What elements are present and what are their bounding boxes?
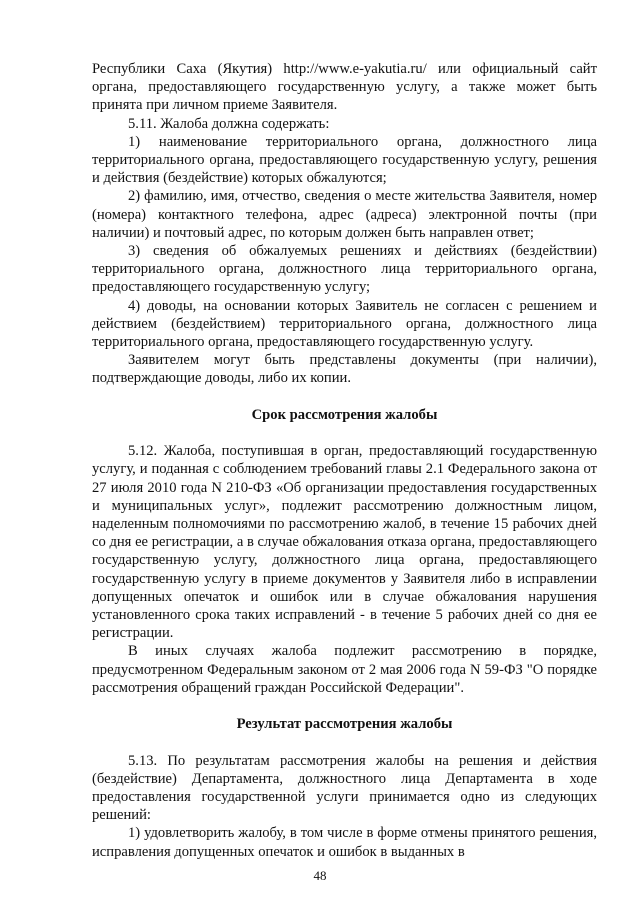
page-number: 48 <box>313 868 327 883</box>
spacer <box>92 733 597 751</box>
paragraph-documents: Заявителем могут быть представлены документы (при наличии), подтверждающие доводы, либо их копии. <box>92 352 597 387</box>
list-item-2: 2) фамилию, имя, отчество, сведения о месте жительства Заявителя, номер (номера) контактного телефона, адрес (адреса) электронной почты (при наличии) и почтовый адрес, по которым должен быть направлен ответ; <box>92 188 597 241</box>
spacer <box>92 697 597 715</box>
list-item-3: 3) сведения об обжалуемых решениях и действиях (бездействии) территориального органа, должностного лица территориального органа, предоставляющего государственную услугу; <box>92 243 597 296</box>
section-heading-review-result: Результат рассмотрения жалобы <box>236 716 453 733</box>
paragraph-5-12: 5.12. Жалоба, поступившая в орган, предоставляющий государственную услугу, и поданная с соблюдением требований главы 2.1 Федерального закона от 27 июля 2010 года N 210-ФЗ «Об организации предоставления государственных и муниципальных услуг», подлежит рассмотрению должностным лицом, наделенным полномочиями по рассмотрению жалоб, в течение 15 рабочих дней со дня ее регистрации, а в случае обжалования отказа органа, предоставляющего государственную услугу, должностного лица органа, предоставляющего государственную услугу в приеме документов у Заявителя либо в исправлении допущенных опечаток и ошибок или в случае обжалования нарушения установленного срока таких исправлений - в течение 5 рабочих дней со дня ее регистрации. <box>92 443 597 642</box>
spacer <box>92 388 597 406</box>
paragraph-5-13: 5.13. По результатам рассмотрения жалобы на решения и действия (бездействие) Департамента, должностного лица Департамента в ходе предоставления государственной услуги принимается одно из следующих решений: <box>92 752 597 824</box>
spacer <box>92 424 597 442</box>
list-item-decision-1: 1) удовлетворить жалобу, в том числе в форме отмены принятого решения, исправления допущенных опечаток и ошибок в выданных в <box>92 825 597 860</box>
paragraph-other-cases: В иных случаях жалоба подлежит рассмотрению в порядке, предусмотренном Федеральным законом от 2 мая 2006 года N 59-ФЗ "О порядке рассмотрения обращений граждан Российской Федерации". <box>92 643 597 696</box>
list-item-4: 4) доводы, на основании которых Заявитель не согласен с решением и действием (бездействием) территориального органа, должностного лица территориального органа, предоставляющего государственную услугу. <box>92 297 597 351</box>
list-item-1: 1) наименование территориального органа, должностного лица территориального органа, предоставляющего государственную услугу, решения и действия (бездействие) которых обжалуются; <box>92 133 597 187</box>
section-heading-review-term: Срок рассмотрения жалобы <box>251 406 438 423</box>
paragraph-5-11: 5.11. Жалоба должна содержать: <box>128 115 330 132</box>
document-page <box>92 60 597 861</box>
paragraph-continuation: Республики Саха (Якутия) http://www.e-yakutia.ru/ или официальный сайт органа, предоставляющего государственную услугу, а также может быть принята при личном приеме Заявителя. <box>92 61 597 114</box>
